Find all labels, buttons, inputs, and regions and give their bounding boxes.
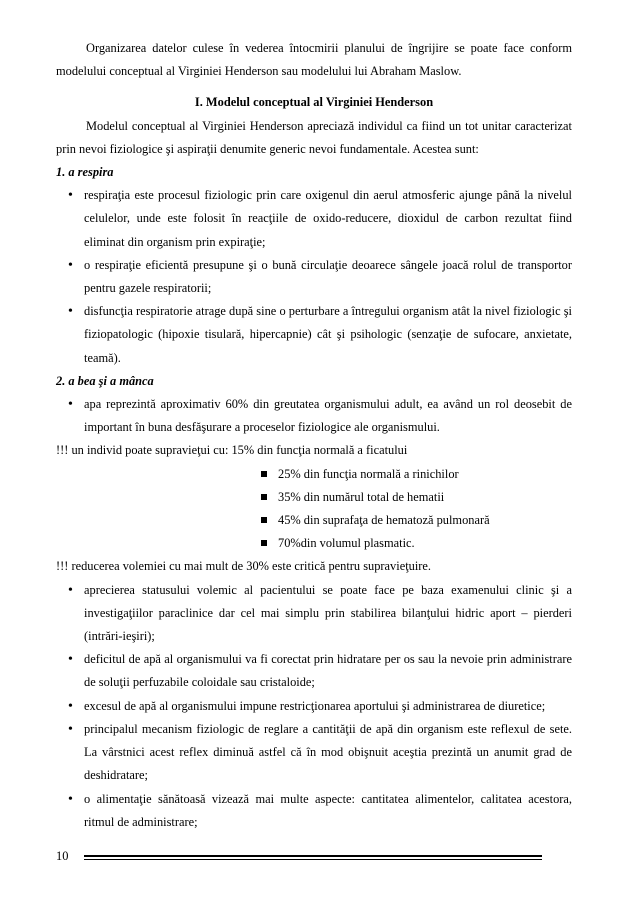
survival-note: !!! un individ poate supravieţui cu: 15% din funcţia normală a ficatului xyxy=(56,443,408,458)
bullet-item: • principalul mecanism fiziologic de reglare a cantităţii de apă din organism este reflexul de sete. La vârstnici acest reflex diminuă astfel că în mod obişnuit aceştia prezintă un anumit grad de deshidratare; xyxy=(56,718,572,788)
bullet-item: • apa reprezintă aproximativ 60% din greutatea organismului adult, ea având un rol deosebit de important în buna desfăşurare a proceselor fiziologice ale organismului. xyxy=(56,393,572,439)
footer-rule xyxy=(84,855,542,857)
bullet-item: • respiraţia este procesul fiziologic prin care oxigenul din aerul atmosferic ajunge până la nivelul celulelor, unde este folosit în reacţiile de oxido-reducere, dioxidul de carbon rezultat fiind eliminat din organism prin expiraţie; xyxy=(56,184,572,254)
bullet-item: • aprecierea statusului volemic al pacientului se poate face pe baza examenului clinic şi a investigaţiilor paraclinice dar cel mai simplu prin stabilirea bilanţului hidric aport – pierderi (intrări-ieşiri); xyxy=(56,579,572,649)
page-number: 10 xyxy=(56,849,69,863)
document-page xyxy=(56,37,572,834)
bullet-item: • deficitul de apă al organismului va fi corectat prin hidratare per os sau la nevoie prin administrare de soluţii perfuzabile coloidale sau cristaloide; xyxy=(56,648,572,694)
bullet-item: • o respiraţie eficientă presupune şi o bună circulaţie deoarece sângele joacă rolul de transportor pentru gazele respiratorii; xyxy=(56,254,572,300)
need-heading-drink-eat: 2. a bea şi a mânca xyxy=(56,373,154,388)
bullet-item: • o alimentaţie sănătoasă vizează mai multe aspecte: cantitatea alimentelor, calitatea acestora, ritmul de administrare; xyxy=(56,788,572,834)
square-bullet-item: 45% din suprafaţa de hematoză pulmonară xyxy=(258,509,572,532)
hydration-bullet-list xyxy=(56,579,572,834)
square-bullet-item: 70%din volumul plasmatic. xyxy=(258,532,572,555)
breathe-bullet-list xyxy=(56,184,572,370)
square-bullet-item: 35% din numărul total de hematii xyxy=(258,486,572,509)
square-bullet-item: 25% din funcţia normală a rinichilor xyxy=(258,463,572,486)
volemia-note: !!! reducerea volemiei cu mai mult de 30% este critică pentru supravieţuire. xyxy=(56,559,431,574)
intro-paragraph: Organizarea datelor culese în vederea întocmirii planului de îngrijire se poate face conform modelului conceptual al Virginiei Henderson sau modelului lui Abraham Maslow. xyxy=(56,41,572,79)
need-heading-breathe: 1. a respira xyxy=(56,165,114,180)
section-intro-paragraph: Modelul conceptual al Virginiei Henderson apreciază individul ca fiind un tot unitar caracterizat prin nevoi fiziologice şi aspiraţii denumite generic nevoi fundamentale. Acestea sunt: xyxy=(56,118,572,156)
survival-list xyxy=(56,463,572,556)
water-bullet-list xyxy=(56,393,572,439)
bullet-item: • disfuncţia respiratorie atrage după sine o perturbare a întregului organism atât la nivel fiziologic şi fiziopatologic (hipoxie tisulară, hipercapnie) cât şi psihologic (senzaţie de sufocare, anxietate, teamă). xyxy=(56,300,572,370)
section-title: I. Modelul conceptual al Virginiei Henderson xyxy=(194,95,434,110)
footer-rule xyxy=(84,859,542,860)
bullet-item: • excesul de apă al organismului impune restricţionarea aportului şi administrarea de diuretice; xyxy=(56,695,572,718)
